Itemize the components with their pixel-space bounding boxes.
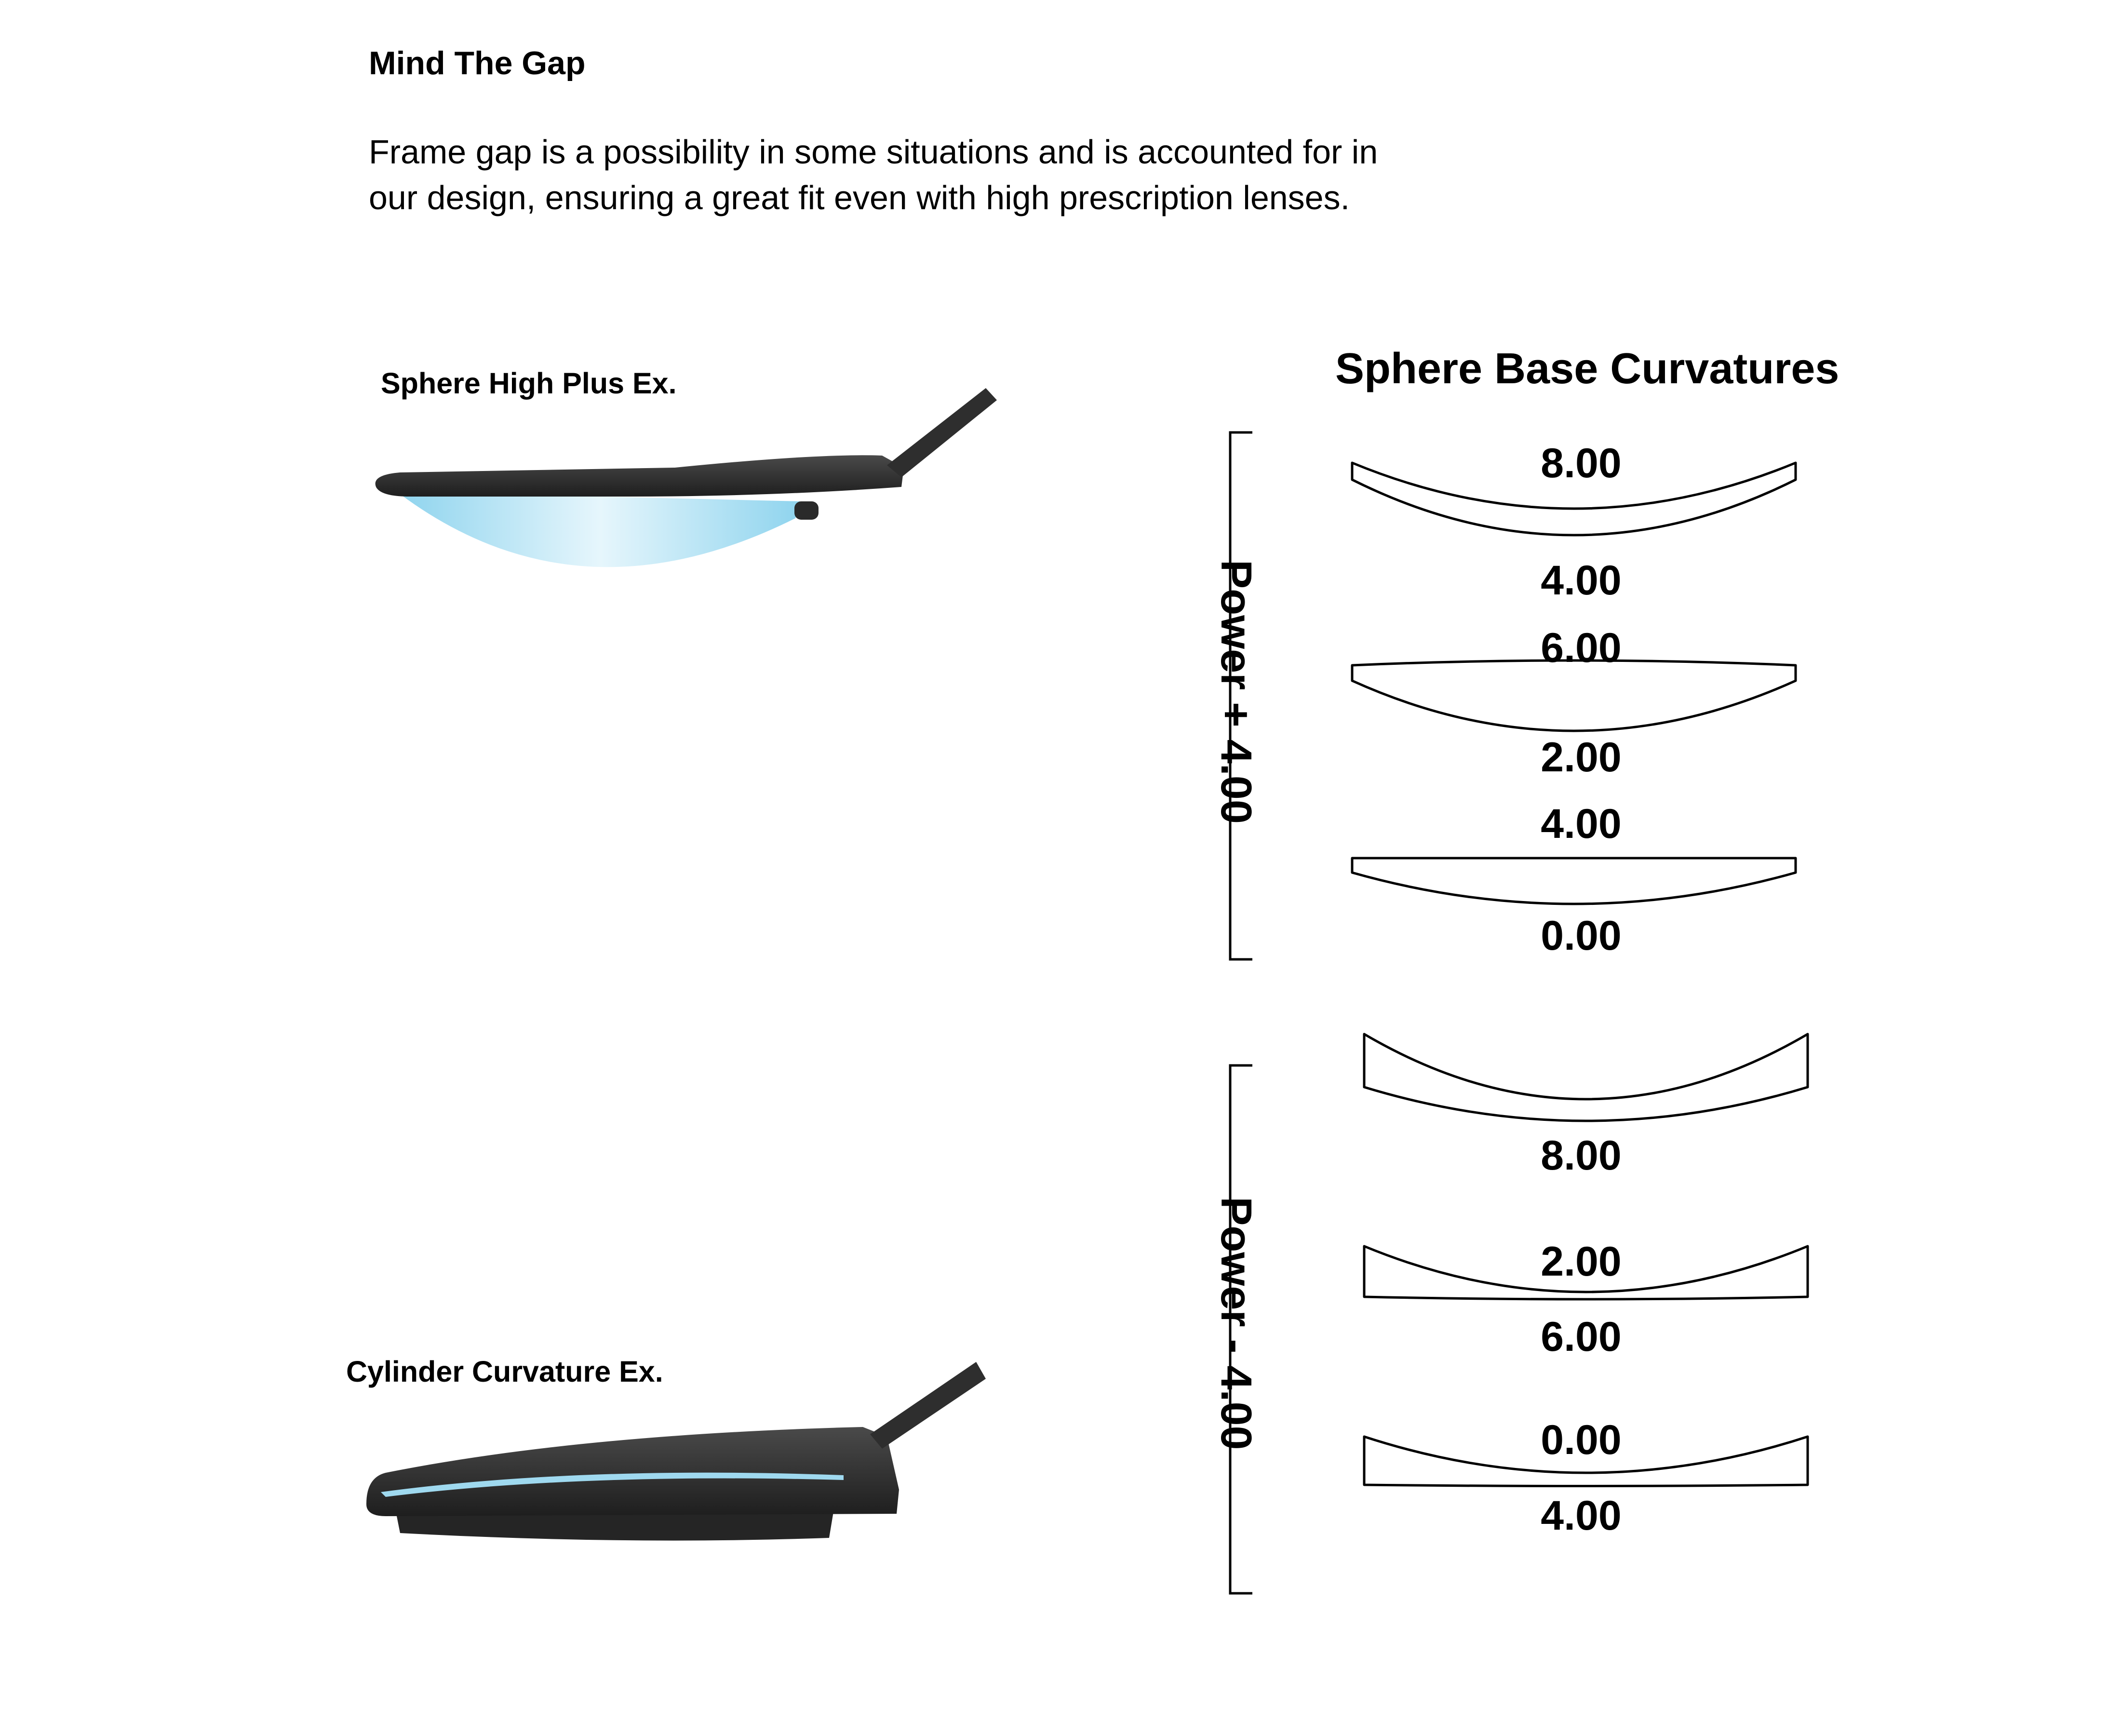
intro-line-2: our design, ensuring a great fit even with high prescription lenses. bbox=[369, 179, 1350, 216]
chart-title: Sphere Base Curvatures bbox=[1335, 345, 1839, 393]
cylinder-frame-rim bbox=[366, 1427, 899, 1516]
plus-lens-1-front-value: 8.00 bbox=[1541, 440, 1622, 486]
plus-lens-2-back-value: 2.00 bbox=[1541, 734, 1622, 781]
plus-lens-3-front-value: 4.00 bbox=[1541, 801, 1622, 847]
sphere-frame-rim bbox=[376, 455, 904, 497]
sphere-example-illustration bbox=[376, 388, 997, 567]
minus-lens-3-back-value: 4.00 bbox=[1541, 1493, 1622, 1539]
cylinder-example-illustration bbox=[366, 1362, 986, 1541]
minus-power-label: Power - 4.00 bbox=[1212, 1197, 1260, 1450]
plus-lens-2-front-value: 6.00 bbox=[1541, 625, 1622, 671]
intro-line-1: Frame gap is a possibility in some situations and is accounted for in bbox=[369, 133, 1378, 171]
sphere-temple-arm bbox=[887, 388, 997, 477]
cylinder-example-label: Cylinder Curvature Ex. bbox=[346, 1355, 663, 1388]
minus-lens-1-back-value: 8.00 bbox=[1541, 1132, 1622, 1179]
minus-lens-2-back-value: 6.00 bbox=[1541, 1314, 1622, 1360]
minus-lens-3-front-value: 0.00 bbox=[1541, 1417, 1622, 1463]
minus-lens-2-front-value: 2.00 bbox=[1541, 1238, 1622, 1285]
cylinder-temple-arm bbox=[870, 1362, 986, 1449]
plus-lens-3-back-value: 0.00 bbox=[1541, 913, 1622, 959]
page-title: Mind The Gap bbox=[369, 45, 586, 81]
plus-power-label: Power + 4.00 bbox=[1212, 560, 1260, 824]
sphere-nose-pad bbox=[794, 501, 819, 520]
sphere-lens-tint bbox=[400, 492, 800, 567]
plus-lens-3 bbox=[1352, 858, 1796, 904]
plus-lens-1-back-value: 4.00 bbox=[1541, 557, 1622, 604]
minus-lens-1 bbox=[1364, 1034, 1808, 1121]
sphere-example-label: Sphere High Plus Ex. bbox=[381, 367, 677, 400]
